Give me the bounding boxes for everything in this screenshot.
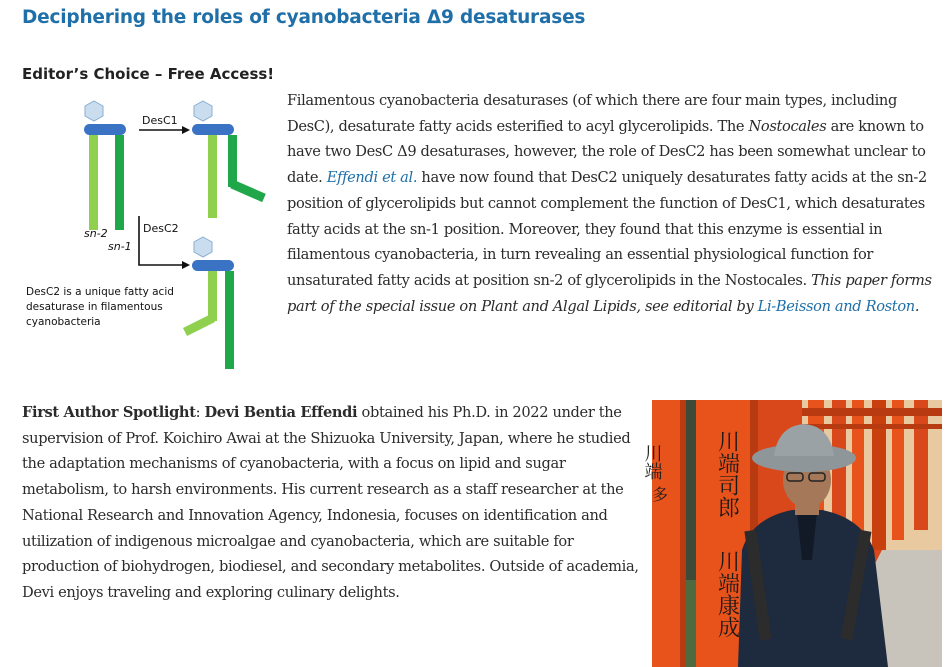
glycerol-backbone bbox=[192, 124, 234, 135]
torii-pillar bbox=[892, 400, 904, 540]
sn2-chain-upper bbox=[208, 271, 217, 321]
figure-caption-line: desaturase in filamentous bbox=[26, 301, 163, 313]
sn1-chain-upper bbox=[228, 135, 237, 187]
author-spotlight-paragraph bbox=[22, 400, 642, 606]
spotlight-label: First Author Spotlight bbox=[22, 404, 196, 421]
headgroup-hexagon bbox=[194, 237, 212, 257]
headgroup-hexagon bbox=[85, 101, 103, 121]
figure-caption-line: cyanobacteria bbox=[26, 316, 101, 328]
author-bio-text: obtained his Ph.D. in 2022 under the supervision of Prof. Koichiro Awai at the Shizuoka University, Japan, where he studied the adaptation mechanisms of cyanobacteria, with a focus on lipid and sugar metabolism, to harsh environments. His current research as a staff researcher at the National Research and Innovation Agency, Indonesia, focuses on identification and utilization of indigenous microalgae and cyanobacteria, which are suitable for production of biohydrogen, biodiesel, and secondary metabolites. Outside of academia, Devi enjoys traveling and exploring culinary delights. bbox=[22, 404, 639, 601]
sn1-chain-kinked bbox=[232, 184, 264, 198]
article-title: Deciphering the roles of cyanobacteria Δ9 desaturases bbox=[22, 7, 586, 28]
desc1-arrowhead bbox=[182, 126, 190, 134]
editors-choice-heading: Editor’s Choice – Free Access! bbox=[22, 65, 275, 83]
effendi-paper-link[interactable] bbox=[327, 169, 417, 186]
figure-caption-line: DesC2 is a unique fatty acid bbox=[26, 286, 174, 298]
sn2-chain bbox=[89, 135, 98, 230]
sn1-chain bbox=[225, 271, 234, 369]
effendi-paper-link-text[interactable]: Effendi et al. bbox=[326, 169, 418, 187]
spotlight-separator: : bbox=[195, 404, 205, 421]
abstract-paragraph bbox=[287, 88, 945, 319]
special-issue-period: . bbox=[914, 297, 920, 315]
glycerol-backbone bbox=[84, 124, 126, 135]
pillar-inscription: 川端康成 bbox=[714, 550, 740, 638]
sn1-chain bbox=[115, 135, 124, 230]
torii-pillar bbox=[914, 400, 928, 530]
sn1-label: sn-1 bbox=[108, 240, 132, 253]
headgroup-hexagon bbox=[194, 101, 212, 121]
abstract-text: have now found that DesC2 uniquely desaturates fatty acids at the sn-2 position of glycerolipids but cannot complement the function of DesC1, which desaturates fatty acids at the sn-1 position. Moreover, they found that this enzyme is essential in filamentous cyanobacteria, in turn revealing an essential physiological function for unsaturated fatty acids at position sn-2 of glycerolipids in the Nostocales. bbox=[287, 169, 927, 289]
glycerol-backbone bbox=[192, 260, 234, 271]
special-issue-text: This paper forms part of the special issue on Plant and Algal Lipids, see editorial by bbox=[287, 271, 932, 315]
sn2-label: sn-2 bbox=[84, 227, 108, 240]
author-name: Devi Bentia Effendi bbox=[204, 404, 358, 421]
pillar-inscription: 多 bbox=[649, 486, 669, 502]
pillar-inscription: 川端 bbox=[641, 444, 663, 480]
pillar-inscription: 川端司郎 bbox=[714, 430, 740, 518]
desaturase-diagram bbox=[22, 92, 284, 372]
torii-pillar bbox=[872, 400, 886, 550]
desc1-label: DesC1 bbox=[142, 114, 178, 127]
desc2-label: DesC2 bbox=[143, 222, 179, 235]
editorial-link[interactable]: Li-Beisson and Roston bbox=[757, 297, 915, 315]
author-photo bbox=[641, 400, 942, 667]
sn2-chain bbox=[208, 135, 217, 218]
desc2-arrowhead bbox=[182, 261, 190, 269]
abstract-text: Filamentous cyanobacteria desaturases (of which there are four main types, including DesC), desaturate fatty acids esterified to acyl glycerolipids. The bbox=[287, 92, 897, 135]
abstract-italic-term: Nostocales bbox=[748, 117, 827, 135]
abstract-text: are known to have two DesC Δ9 desaturases, however, the role of DesC2 has been somewhat unclear to date. bbox=[287, 117, 926, 187]
sn2-chain-kinked bbox=[185, 318, 213, 332]
